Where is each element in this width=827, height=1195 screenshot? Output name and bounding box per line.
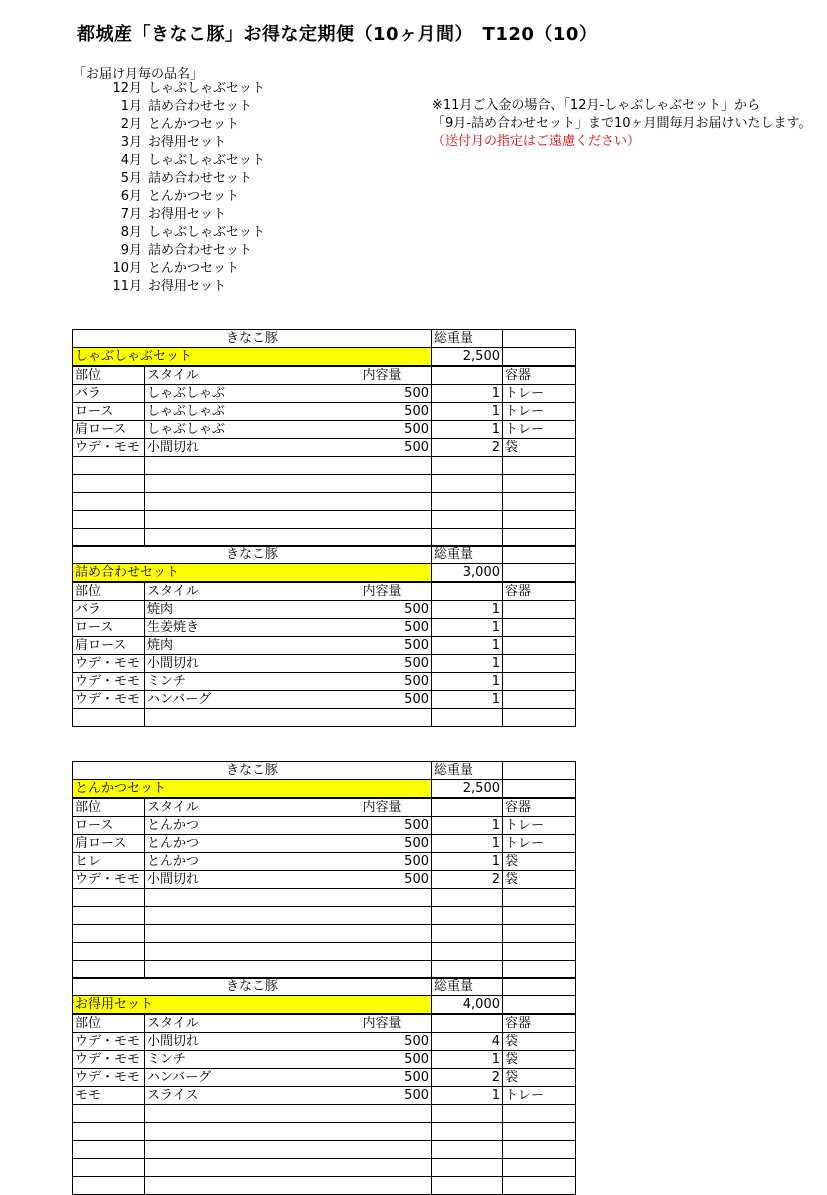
style-cell: 生姜焼き (145, 619, 361, 637)
style-cell: とんかつ (145, 853, 361, 871)
container-cell: 袋 (503, 1069, 576, 1087)
set-name: 詰め合わせセット (73, 564, 432, 583)
part-cell: ロース (73, 403, 145, 421)
part-header: 部位 (73, 798, 145, 817)
empty-row (73, 1159, 576, 1177)
container-header: 容器 (503, 582, 576, 601)
part-header: 部位 (73, 582, 145, 601)
part-cell: ウデ・モモ (73, 1069, 145, 1087)
schedule-product: 詰め合わせセット (148, 171, 253, 186)
capacity-cell: 500 (361, 835, 432, 853)
empty-row (73, 1177, 576, 1195)
empty-row (73, 1141, 576, 1159)
schedule-item (100, 260, 265, 278)
table-row (73, 421, 576, 439)
capacity-cell: 500 (361, 817, 432, 835)
container-cell: 袋 (503, 1051, 576, 1069)
schedule-item (100, 116, 265, 134)
schedule-product: 詰め合わせセット (148, 243, 253, 258)
container-cell (503, 601, 576, 619)
table-row (73, 637, 576, 655)
capacity-cell: 500 (361, 853, 432, 871)
style-cell: 焼肉 (145, 637, 361, 655)
capacity-header: 内容量 (361, 366, 432, 385)
note-line-1: ※11月ご入金の場合、「12月-しゃぶしゃぶセット」から (432, 98, 761, 113)
total-weight-header: 総重量 (432, 762, 503, 780)
set-name: とんかつセット (73, 780, 432, 799)
capacity-cell: 500 (361, 1033, 432, 1051)
total-weight-header: 総重量 (432, 978, 503, 996)
qty-cell: 1 (432, 673, 503, 691)
schedule-item (100, 170, 265, 188)
container-cell: トレー (503, 421, 576, 439)
table-row (73, 1087, 576, 1105)
capacity-cell: 500 (361, 619, 432, 637)
capacity-header: 内容量 (361, 582, 432, 601)
schedule-item (100, 206, 265, 224)
capacity-header: 内容量 (361, 1014, 432, 1033)
empty-row (73, 943, 576, 961)
schedule-product: しゃぶしゃぶセット (148, 81, 266, 96)
qty-cell: 1 (432, 1051, 503, 1069)
set-total-weight: 2,500 (432, 348, 503, 367)
table-row (73, 835, 576, 853)
style-cell: 小間切れ (145, 871, 361, 889)
brand-header: きなこ豚 (73, 330, 432, 348)
container-header: 容器 (503, 366, 576, 385)
capacity-cell: 500 (361, 673, 432, 691)
container-cell: トレー (503, 817, 576, 835)
schedule-month: 8月 (120, 225, 142, 240)
part-cell: バラ (73, 385, 145, 403)
schedule-month: 1月 (120, 99, 142, 114)
table-row (73, 1033, 576, 1051)
schedule-item (100, 242, 265, 260)
part-cell: ウデ・モモ (73, 673, 145, 691)
schedule-month: 6月 (120, 189, 142, 204)
style-cell: しゃぶしゃぶ (145, 421, 361, 439)
capacity-cell: 500 (361, 871, 432, 889)
qty-cell: 1 (432, 403, 503, 421)
part-cell: ウデ・モモ (73, 439, 145, 457)
schedule-product: とんかつセット (148, 189, 240, 204)
container-cell: トレー (503, 385, 576, 403)
delivery-note (432, 97, 811, 151)
brand-header: きなこ豚 (73, 978, 432, 996)
qty-cell: 1 (432, 853, 503, 871)
set-total-weight: 2,500 (432, 780, 503, 799)
part-cell: ウデ・モモ (73, 655, 145, 673)
schedule-month: 10月 (112, 261, 142, 276)
container-header: 容器 (503, 1014, 576, 1033)
table-row (73, 385, 576, 403)
style-header: スタイル (145, 582, 361, 601)
capacity-cell: 500 (361, 691, 432, 709)
container-cell (503, 655, 576, 673)
schedule-item (100, 98, 265, 116)
part-header: 部位 (73, 1014, 145, 1033)
set-table (72, 329, 576, 547)
container-cell: トレー (503, 1087, 576, 1105)
part-cell: ロース (73, 619, 145, 637)
schedule-product: 詰め合わせセット (148, 99, 253, 114)
part-cell: ウデ・モモ (73, 1033, 145, 1051)
schedule-product: しゃぶしゃぶセット (148, 153, 266, 168)
part-cell: バラ (73, 601, 145, 619)
schedule-month: 9月 (120, 243, 142, 258)
style-cell: しゃぶしゃぶ (145, 403, 361, 421)
table-row (73, 1069, 576, 1087)
table-row (73, 871, 576, 889)
capacity-cell: 500 (361, 421, 432, 439)
schedule-month: 2月 (120, 117, 142, 132)
style-cell: しゃぶしゃぶ (145, 385, 361, 403)
note-line-2: 「9月-詰め合わせセット」まで10ヶ月間毎月お届けいたします。 (432, 116, 812, 131)
empty-row (73, 493, 576, 511)
schedule-item (100, 188, 265, 206)
brand-header: きなこ豚 (73, 546, 432, 564)
schedule-month: 7月 (120, 207, 142, 222)
qty-cell: 2 (432, 1069, 503, 1087)
empty-row (73, 475, 576, 493)
container-header: 容器 (503, 798, 576, 817)
qty-cell: 1 (432, 601, 503, 619)
schedule-item (100, 134, 265, 152)
style-header: スタイル (145, 798, 361, 817)
qty-cell: 1 (432, 1087, 503, 1105)
style-cell: とんかつ (145, 835, 361, 853)
part-cell: 肩ロース (73, 637, 145, 655)
container-cell: 袋 (503, 871, 576, 889)
style-header: スタイル (145, 1014, 361, 1033)
capacity-cell: 500 (361, 1051, 432, 1069)
schedule-item (100, 224, 265, 242)
part-cell: モモ (73, 1087, 145, 1105)
schedule-product: お得用セット (148, 135, 227, 150)
capacity-cell: 500 (361, 1087, 432, 1105)
style-cell: 小間切れ (145, 655, 361, 673)
style-cell: ハンバーグ (145, 1069, 361, 1087)
capacity-cell: 500 (361, 637, 432, 655)
part-cell: 肩ロース (73, 421, 145, 439)
container-cell (503, 619, 576, 637)
table-row (73, 619, 576, 637)
schedule-product: お得用セット (148, 207, 227, 222)
qty-cell: 2 (432, 439, 503, 457)
style-cell: ミンチ (145, 1051, 361, 1069)
part-header: 部位 (73, 366, 145, 385)
total-weight-header: 総重量 (432, 546, 503, 564)
qty-cell: 4 (432, 1033, 503, 1051)
capacity-header: 内容量 (361, 798, 432, 817)
qty-cell: 2 (432, 871, 503, 889)
container-cell: トレー (503, 835, 576, 853)
empty-row (73, 457, 576, 475)
table-row (73, 673, 576, 691)
set-table (72, 761, 576, 979)
qty-cell: 1 (432, 619, 503, 637)
container-cell: トレー (503, 403, 576, 421)
set-total-weight: 4,000 (432, 996, 503, 1015)
container-cell (503, 637, 576, 655)
qty-cell: 1 (432, 835, 503, 853)
capacity-cell: 500 (361, 601, 432, 619)
qty-cell: 1 (432, 691, 503, 709)
table-row (73, 691, 576, 709)
part-cell: ウデ・モモ (73, 871, 145, 889)
schedule-month: 3月 (120, 135, 142, 150)
set-name: しゃぶしゃぶセット (73, 348, 432, 367)
table-row (73, 1051, 576, 1069)
note-line-3: （送付月の指定はご遠慮ください） (432, 134, 641, 149)
style-cell: ミンチ (145, 673, 361, 691)
schedule-item (100, 278, 265, 296)
style-cell: ハンバーグ (145, 691, 361, 709)
container-cell (503, 673, 576, 691)
schedule-product: とんかつセット (148, 261, 240, 276)
brand-header: きなこ豚 (73, 762, 432, 780)
empty-row (73, 709, 576, 727)
style-cell: 小間切れ (145, 1033, 361, 1051)
schedule-month: 4月 (120, 153, 142, 168)
style-header: スタイル (145, 366, 361, 385)
set-table (72, 545, 576, 727)
part-cell: ロース (73, 817, 145, 835)
container-cell: 袋 (503, 1033, 576, 1051)
page-title: 都城産「きなこ豚」お得な定期便（10ヶ月間） T120（10） (77, 24, 598, 45)
table-row (73, 601, 576, 619)
qty-cell: 1 (432, 385, 503, 403)
table-row (73, 655, 576, 673)
schedule-item (100, 80, 265, 98)
empty-row (73, 907, 576, 925)
style-cell: 焼肉 (145, 601, 361, 619)
empty-row (73, 511, 576, 529)
container-cell: 袋 (503, 853, 576, 871)
table-row (73, 817, 576, 835)
total-weight-header: 総重量 (432, 330, 503, 348)
part-cell: 肩ロース (73, 835, 145, 853)
set-table (72, 977, 576, 1195)
schedule-item (100, 152, 265, 170)
qty-cell: 1 (432, 655, 503, 673)
empty-row (73, 1123, 576, 1141)
empty-row (73, 889, 576, 907)
empty-row (73, 961, 576, 979)
container-cell (503, 691, 576, 709)
schedule-product: とんかつセット (148, 117, 240, 132)
capacity-cell: 500 (361, 655, 432, 673)
table-row (73, 853, 576, 871)
schedule-heading: 「お届け月毎の品名」 (73, 67, 204, 82)
set-total-weight: 3,000 (432, 564, 503, 583)
schedule-month: 12月 (112, 81, 142, 96)
qty-cell: 1 (432, 817, 503, 835)
schedule-month: 11月 (112, 279, 142, 294)
qty-cell: 1 (432, 421, 503, 439)
empty-row (73, 925, 576, 943)
schedule-product: しゃぶしゃぶセット (148, 225, 266, 240)
empty-row (73, 529, 576, 547)
qty-cell: 1 (432, 637, 503, 655)
table-row (73, 403, 576, 421)
style-cell: スライス (145, 1087, 361, 1105)
schedule-list (100, 80, 265, 296)
capacity-cell: 500 (361, 439, 432, 457)
capacity-cell: 500 (361, 1069, 432, 1087)
set-name: お得用セット (73, 996, 432, 1015)
capacity-cell: 500 (361, 385, 432, 403)
capacity-cell: 500 (361, 403, 432, 421)
schedule-month: 5月 (120, 171, 142, 186)
part-cell: ウデ・モモ (73, 691, 145, 709)
part-cell: ヒレ (73, 853, 145, 871)
part-cell: ウデ・モモ (73, 1051, 145, 1069)
container-cell: 袋 (503, 439, 576, 457)
style-cell: 小間切れ (145, 439, 361, 457)
empty-row (73, 1105, 576, 1123)
schedule-product: お得用セット (148, 279, 227, 294)
table-row (73, 439, 576, 457)
style-cell: とんかつ (145, 817, 361, 835)
